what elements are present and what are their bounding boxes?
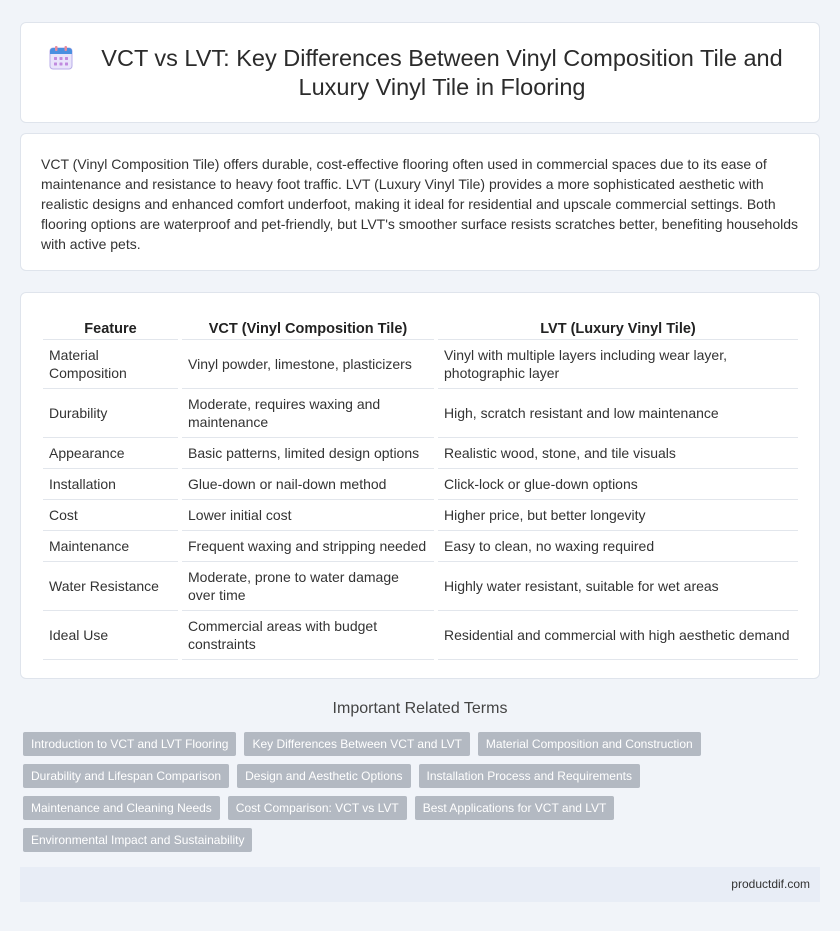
lvt-cell: Higher price, but better longevity bbox=[436, 499, 798, 530]
feature-cell: Ideal Use bbox=[43, 610, 180, 659]
feature-cell: Maintenance bbox=[43, 530, 180, 561]
feature-cell: Durability bbox=[43, 388, 180, 437]
intro-card bbox=[20, 133, 820, 271]
tag-link[interactable]: Material Composition and Construction bbox=[478, 732, 701, 756]
lvt-cell: Easy to clean, no waxing required bbox=[436, 530, 798, 561]
table-row bbox=[43, 388, 798, 437]
footer bbox=[20, 867, 820, 902]
tag-link[interactable]: Cost Comparison: VCT vs LVT bbox=[228, 796, 407, 820]
vct-cell: Glue-down or nail-down method bbox=[180, 468, 436, 499]
vct-cell: Moderate, prone to water damage over time bbox=[180, 561, 436, 610]
tag-link[interactable]: Maintenance and Cleaning Needs bbox=[23, 796, 220, 820]
lvt-cell: Click-lock or glue-down options bbox=[436, 468, 798, 499]
tag-link[interactable]: Design and Aesthetic Options bbox=[237, 764, 410, 788]
table-row bbox=[43, 499, 798, 530]
tag-link[interactable]: Key Differences Between VCT and LVT bbox=[244, 732, 469, 756]
tag-link[interactable]: Best Applications for VCT and LVT bbox=[415, 796, 615, 820]
header-lvt: LVT (Luxury Vinyl Tile) bbox=[436, 313, 798, 339]
feature-cell: Water Resistance bbox=[43, 561, 180, 610]
related-terms-list bbox=[23, 732, 823, 860]
related-terms-title: Important Related Terms bbox=[332, 700, 508, 717]
tag-link[interactable]: Environmental Impact and Sustainability bbox=[23, 828, 252, 852]
lvt-cell: Residential and commercial with high aesthetic demand bbox=[436, 610, 798, 659]
table-row bbox=[43, 437, 798, 468]
tag-link[interactable]: Durability and Lifespan Comparison bbox=[23, 764, 229, 788]
page-title: VCT vs LVT: Key Differences Between Vinyl Composition Tile and Luxury Vinyl Tile in Flooring bbox=[101, 44, 783, 100]
tag-link[interactable]: Installation Process and Requirements bbox=[419, 764, 640, 788]
vct-cell: Frequent waxing and stripping needed bbox=[180, 530, 436, 561]
intro-paragraph: VCT (Vinyl Composition Tile) offers durable, cost-effective flooring often used in commercial spaces due to its ease of maintenance and resistance to heavy foot traffic. LVT (Luxury Vinyl Tile) provides a more sophisticated aesthetic with realistic designs and enhanced comfort underfoot, making it ideal for residential and upscale commercial settings. Both flooring options are waterproof and pet-friendly, but LVT's smoother surface resists scratches better, benefiting households with active pets. bbox=[41, 156, 799, 252]
header-feature: Feature bbox=[43, 313, 180, 339]
lvt-cell: High, scratch resistant and low maintenance bbox=[436, 388, 798, 437]
vct-cell: Lower initial cost bbox=[180, 499, 436, 530]
table-row bbox=[43, 530, 798, 561]
vct-cell: Basic patterns, limited design options bbox=[180, 437, 436, 468]
feature-cell: Installation bbox=[43, 468, 180, 499]
header-vct: VCT (Vinyl Composition Tile) bbox=[180, 313, 436, 339]
tag-link[interactable]: Introduction to VCT and LVT Flooring bbox=[23, 732, 236, 756]
lvt-cell: Vinyl with multiple layers including wear layer, photographic layer bbox=[436, 339, 798, 388]
title-card bbox=[20, 22, 820, 123]
table-row bbox=[43, 561, 798, 610]
table-row bbox=[43, 610, 798, 659]
comparison-card bbox=[20, 292, 820, 679]
vct-cell: Moderate, requires waxing and maintenance bbox=[180, 388, 436, 437]
feature-cell: Material Composition bbox=[43, 339, 180, 388]
table-row bbox=[43, 468, 798, 499]
lvt-cell: Realistic wood, stone, and tile visuals bbox=[436, 437, 798, 468]
feature-cell: Cost bbox=[43, 499, 180, 530]
comparison-table bbox=[43, 313, 798, 660]
footer-brand[interactable]: productdif.com bbox=[731, 877, 810, 891]
table-row bbox=[43, 339, 798, 388]
lvt-cell: Highly water resistant, suitable for wet areas bbox=[436, 561, 798, 610]
vct-cell: Vinyl powder, limestone, plasticizers bbox=[180, 339, 436, 388]
vct-cell: Commercial areas with budget constraints bbox=[180, 610, 436, 659]
table-header-row bbox=[43, 313, 798, 339]
feature-cell: Appearance bbox=[43, 437, 180, 468]
calendar-icon bbox=[48, 45, 74, 71]
